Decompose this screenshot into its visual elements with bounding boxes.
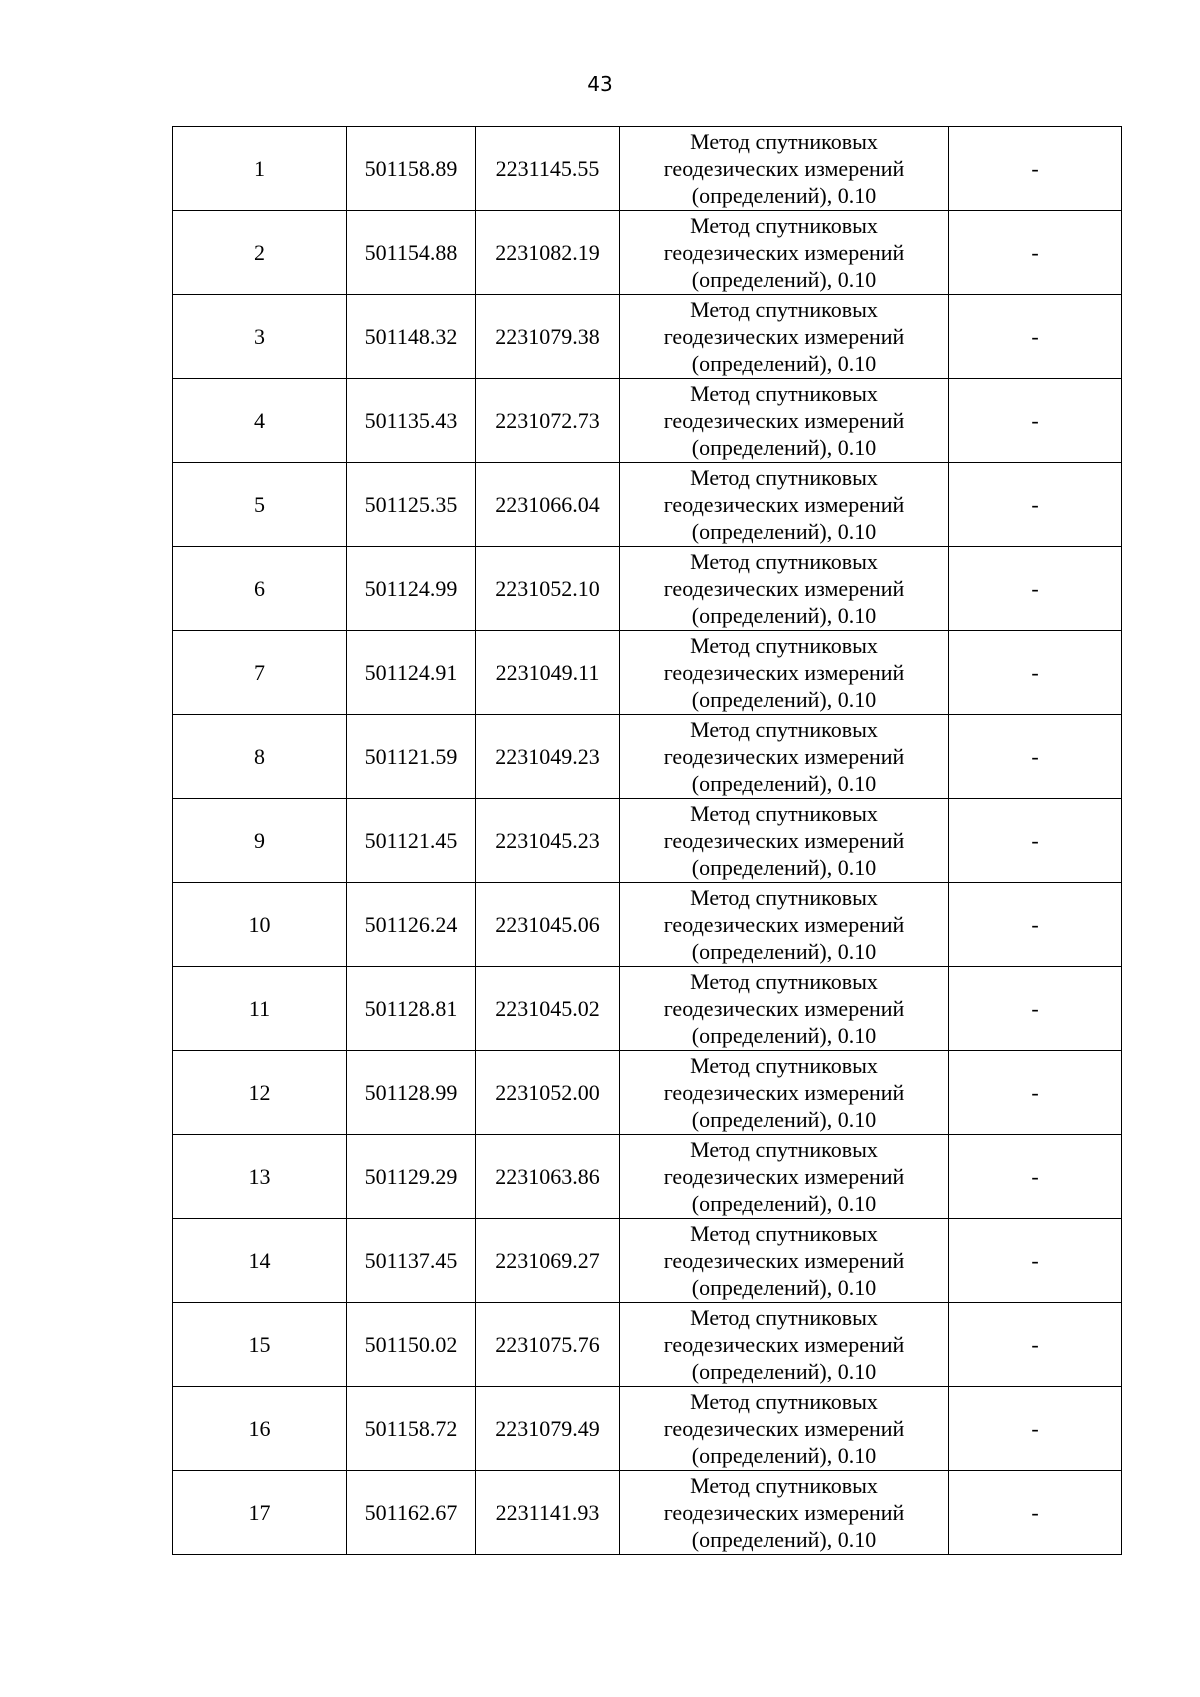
method-cell: [620, 883, 949, 967]
point-number-cell: 7: [173, 631, 347, 715]
note-cell: -: [949, 1219, 1122, 1303]
point-number-cell: 2: [173, 211, 347, 295]
table-row: [173, 1471, 1122, 1555]
y-coordinate-cell: 2231052.00: [476, 1051, 620, 1135]
note-cell: -: [949, 967, 1122, 1051]
note-cell: -: [949, 547, 1122, 631]
table-row: [173, 967, 1122, 1051]
y-coordinate-cell: 2231045.06: [476, 883, 620, 967]
y-coordinate-cell: 2231045.02: [476, 967, 620, 1051]
method-line: Метод спутниковых: [690, 1473, 878, 1498]
method-cell: [620, 127, 949, 211]
y-coordinate-cell: 2231082.19: [476, 211, 620, 295]
point-number-cell: 1: [173, 127, 347, 211]
method-line: Метод спутниковых: [690, 969, 878, 994]
table-row: [173, 1135, 1122, 1219]
y-coordinate-cell: 2231079.49: [476, 1387, 620, 1471]
x-coordinate-cell: 501137.45: [347, 1219, 476, 1303]
method-line: геодезических измерений: [663, 408, 905, 433]
method-line: Метод спутниковых: [690, 1389, 878, 1414]
point-number-cell: 16: [173, 1387, 347, 1471]
table-row: [173, 1219, 1122, 1303]
method-line: (определений), 0.10: [691, 183, 877, 208]
x-coordinate-cell: 501126.24: [347, 883, 476, 967]
method-line: (определений), 0.10: [691, 1191, 877, 1216]
note-cell: -: [949, 799, 1122, 883]
method-line: (определений), 0.10: [691, 1359, 877, 1384]
point-number-cell: 6: [173, 547, 347, 631]
table-row: [173, 547, 1122, 631]
point-number-cell: 4: [173, 379, 347, 463]
point-number-cell: 15: [173, 1303, 347, 1387]
method-line: геодезических измерений: [663, 1080, 905, 1105]
y-coordinate-cell: 2231145.55: [476, 127, 620, 211]
point-number-cell: 12: [173, 1051, 347, 1135]
x-coordinate-cell: 501124.91: [347, 631, 476, 715]
table-row: [173, 631, 1122, 715]
method-line: (определений), 0.10: [691, 603, 877, 628]
x-coordinate-cell: 501158.89: [347, 127, 476, 211]
table-row: [173, 883, 1122, 967]
method-line: геодезических измерений: [663, 744, 905, 769]
x-coordinate-cell: 501129.29: [347, 1135, 476, 1219]
method-cell: [620, 1471, 949, 1555]
method-line: Метод спутниковых: [690, 129, 878, 154]
method-line: геодезических измерений: [663, 1332, 905, 1357]
x-coordinate-cell: 501158.72: [347, 1387, 476, 1471]
table-row: [173, 463, 1122, 547]
method-cell: [620, 1219, 949, 1303]
method-cell: [620, 715, 949, 799]
method-line: геодезических измерений: [663, 996, 905, 1021]
method-line: Метод спутниковых: [690, 801, 878, 826]
table-row: [173, 127, 1122, 211]
x-coordinate-cell: 501125.35: [347, 463, 476, 547]
y-coordinate-cell: 2231045.23: [476, 799, 620, 883]
x-coordinate-cell: 501148.32: [347, 295, 476, 379]
x-coordinate-cell: 501128.81: [347, 967, 476, 1051]
method-line: геодезических измерений: [663, 576, 905, 601]
point-number-cell: 10: [173, 883, 347, 967]
method-line: (определений), 0.10: [691, 939, 877, 964]
method-line: геодезических измерений: [663, 1248, 905, 1273]
y-coordinate-cell: 2231049.23: [476, 715, 620, 799]
method-line: Метод спутниковых: [690, 549, 878, 574]
y-coordinate-cell: 2231069.27: [476, 1219, 620, 1303]
method-line: Метод спутниковых: [690, 213, 878, 238]
table-row: [173, 379, 1122, 463]
x-coordinate-cell: 501121.59: [347, 715, 476, 799]
method-line: (определений), 0.10: [691, 267, 877, 292]
note-cell: -: [949, 631, 1122, 715]
method-cell: [620, 1135, 949, 1219]
point-number-cell: 11: [173, 967, 347, 1051]
method-cell: [620, 211, 949, 295]
note-cell: -: [949, 1135, 1122, 1219]
coordinates-table-body: [173, 127, 1122, 1555]
y-coordinate-cell: 2231066.04: [476, 463, 620, 547]
point-number-cell: 13: [173, 1135, 347, 1219]
method-cell: [620, 967, 949, 1051]
point-number-cell: 14: [173, 1219, 347, 1303]
y-coordinate-cell: 2231141.93: [476, 1471, 620, 1555]
method-line: (определений), 0.10: [691, 1107, 877, 1132]
coordinates-table: [172, 126, 1122, 1555]
method-cell: [620, 295, 949, 379]
x-coordinate-cell: 501154.88: [347, 211, 476, 295]
method-line: геодезических измерений: [663, 324, 905, 349]
note-cell: -: [949, 883, 1122, 967]
method-line: геодезических измерений: [663, 156, 905, 181]
note-cell: -: [949, 1051, 1122, 1135]
method-line: геодезических измерений: [663, 1164, 905, 1189]
x-coordinate-cell: 501162.67: [347, 1471, 476, 1555]
note-cell: -: [949, 463, 1122, 547]
method-line: Метод спутниковых: [690, 1137, 878, 1162]
note-cell: -: [949, 1303, 1122, 1387]
method-cell: [620, 1051, 949, 1135]
note-cell: -: [949, 715, 1122, 799]
y-coordinate-cell: 2231049.11: [476, 631, 620, 715]
note-cell: -: [949, 211, 1122, 295]
method-cell: [620, 631, 949, 715]
y-coordinate-cell: 2231072.73: [476, 379, 620, 463]
method-line: Метод спутниковых: [690, 1053, 878, 1078]
method-line: Метод спутниковых: [690, 1221, 878, 1246]
method-line: геодезических измерений: [663, 492, 905, 517]
method-line: (определений), 0.10: [691, 771, 877, 796]
method-line: (определений), 0.10: [691, 855, 877, 880]
method-line: геодезических измерений: [663, 1500, 905, 1525]
table-row: [173, 1051, 1122, 1135]
point-number-cell: 17: [173, 1471, 347, 1555]
y-coordinate-cell: 2231079.38: [476, 295, 620, 379]
method-line: (определений), 0.10: [691, 435, 877, 460]
method-cell: [620, 1387, 949, 1471]
table-row: [173, 211, 1122, 295]
method-line: (определений), 0.10: [691, 519, 877, 544]
x-coordinate-cell: 501135.43: [347, 379, 476, 463]
method-line: Метод спутниковых: [690, 885, 878, 910]
page-number: 43: [587, 72, 613, 96]
table-row: [173, 715, 1122, 799]
method-cell: [620, 379, 949, 463]
x-coordinate-cell: 501124.99: [347, 547, 476, 631]
method-line: геодезических измерений: [663, 828, 905, 853]
method-line: Метод спутниковых: [690, 717, 878, 742]
point-number-cell: 8: [173, 715, 347, 799]
note-cell: -: [949, 295, 1122, 379]
method-line: (определений), 0.10: [691, 1527, 877, 1552]
y-coordinate-cell: 2231052.10: [476, 547, 620, 631]
note-cell: -: [949, 127, 1122, 211]
x-coordinate-cell: 501121.45: [347, 799, 476, 883]
note-cell: -: [949, 1387, 1122, 1471]
method-line: Метод спутниковых: [690, 1305, 878, 1330]
method-cell: [620, 799, 949, 883]
method-line: геодезических измерений: [663, 912, 905, 937]
note-cell: -: [949, 379, 1122, 463]
method-line: геодезических измерений: [663, 1416, 905, 1441]
method-line: геодезических измерений: [663, 660, 905, 685]
method-line: (определений), 0.10: [691, 1275, 877, 1300]
point-number-cell: 9: [173, 799, 347, 883]
point-number-cell: 3: [173, 295, 347, 379]
method-cell: [620, 547, 949, 631]
y-coordinate-cell: 2231075.76: [476, 1303, 620, 1387]
x-coordinate-cell: 501128.99: [347, 1051, 476, 1135]
method-line: Метод спутниковых: [690, 381, 878, 406]
method-line: Метод спутниковых: [690, 465, 878, 490]
table-row: [173, 295, 1122, 379]
method-line: Метод спутниковых: [690, 633, 878, 658]
method-cell: [620, 463, 949, 547]
method-line: (определений), 0.10: [691, 1023, 877, 1048]
method-line: геодезических измерений: [663, 240, 905, 265]
method-line: (определений), 0.10: [691, 1443, 877, 1468]
method-line: (определений), 0.10: [691, 687, 877, 712]
y-coordinate-cell: 2231063.86: [476, 1135, 620, 1219]
note-cell: -: [949, 1471, 1122, 1555]
table-row: [173, 799, 1122, 883]
point-number-cell: 5: [173, 463, 347, 547]
method-line: (определений), 0.10: [691, 351, 877, 376]
x-coordinate-cell: 501150.02: [347, 1303, 476, 1387]
table-row: [173, 1303, 1122, 1387]
table-row: [173, 1387, 1122, 1471]
method-cell: [620, 1303, 949, 1387]
method-line: Метод спутниковых: [690, 297, 878, 322]
